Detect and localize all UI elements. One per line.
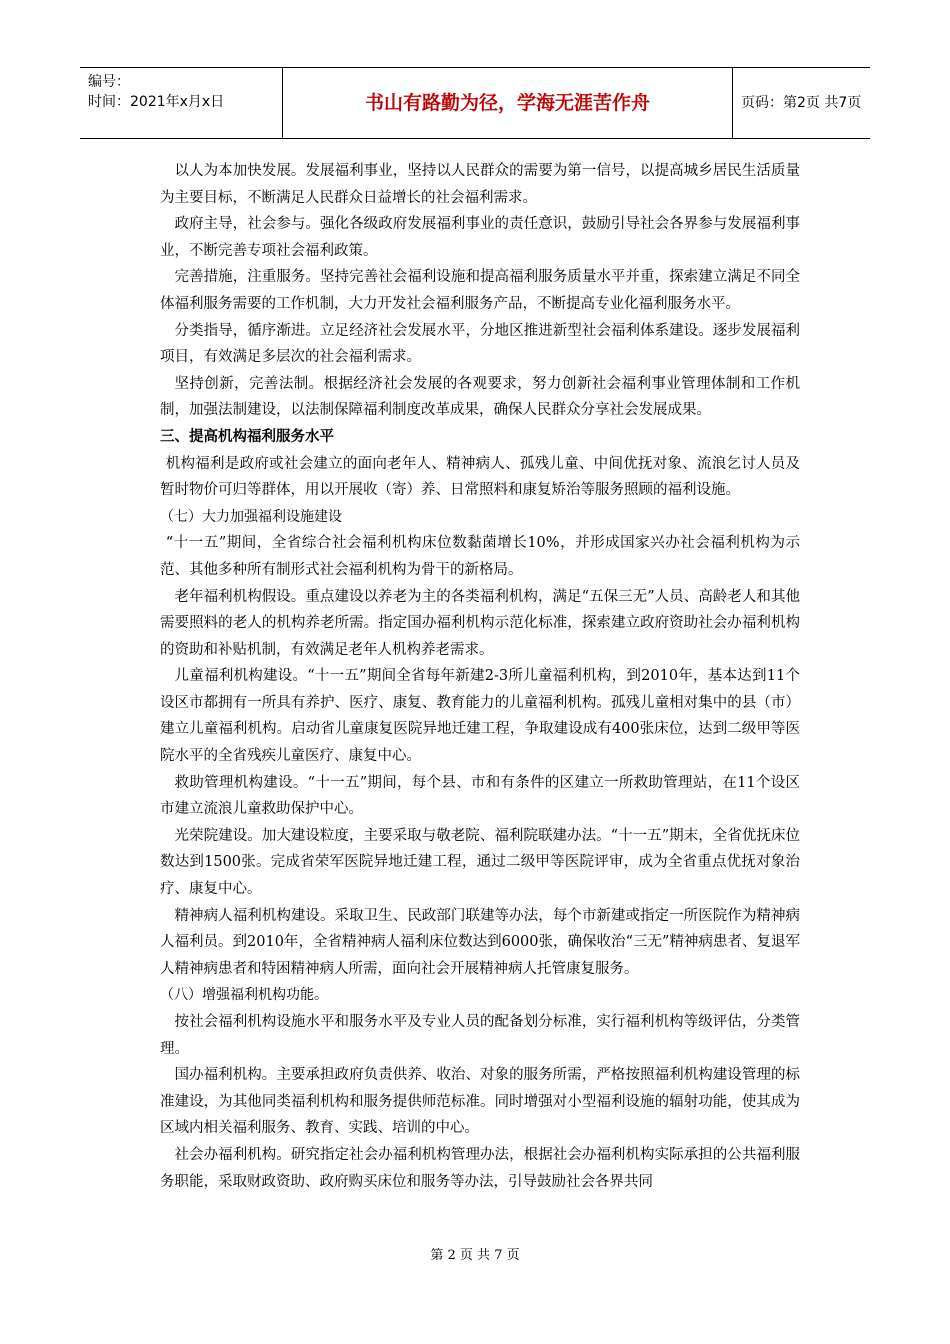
subsection-heading: （七）大力加强福利设施建设 — [160, 508, 342, 525]
body-paragraph: 光荣院建设。加大建设粒度，主要采取与敬老院、福利院联建办法。“十一五”期末，全省优抚床位数达到1500张。完成省荣军医院异地迁建工程，通过二级甲等医院评审，成为全省重点优抚对象治疗、康复中心。 — [160, 827, 800, 898]
subsection-heading: （八）增强福利机构功能。 — [160, 987, 328, 1004]
motto: 书山有路勤为径，学海无涯苦作舟 — [364, 92, 650, 114]
body-paragraph: 社会办福利机构。研究指定社会办福利机构管理办法，根据社会办福利机构实际承担的公共福利服务职能，采取财政资助、政府购买床位和服务等办法，引导鼓励社会各界共同 — [160, 1146, 800, 1190]
body-paragraph: 按社会福利机构设施水平和服务水平及专业人员的配备划分标准，实行福利机构等级评估，分类管理。 — [160, 1014, 800, 1057]
body-paragraph: 机构福利是政府或社会建立的面向老年人、精神病人、孤残儿童、中间优抚对象、流浪乞讨人员及暂时物价可归等群体，用以开展收（寄）养、日常照料和康复矫治等服务照顾的福利设施。 — [160, 455, 800, 499]
body-paragraph: 政府主导，社会参与。强化各级政府发展福利事业的责任意识，鼓励引导社会各界参与发展福利事业，不断完善专项社会福利政策。 — [160, 216, 800, 259]
body-paragraph: 坚持创新，完善法制。根据经济社会发展的各观要求，努力创新社会福利事业管理体制和工作机制，加强法制建设，以法制保障福利制度改革成果，确保人民群众分享社会发展成果。 — [160, 375, 800, 419]
body-paragraph: 儿童福利机构建设。“十一五”期间全省每年新建2-3所儿童福利机构，到2010年，基本达到11个设区市都拥有一所具有养护、医疗、康复、教育能力的儿童福利机构。孤残儿童相对集中的县（市）建立儿童福利机构。启动省儿童康复医院异地迁建工程，争取建设成有400张床位，达到二级甲等医院水平的全省残疾儿童医疗、康复中心。 — [160, 668, 800, 765]
page-footer: 第 2 页 共 7 页 — [430, 1248, 520, 1263]
body-paragraph: 国办福利机构。主要承担政府负责供养、收治、对象的服务所需，严格按照福利机构建设管理的标准建设，为其他同类福利机构和服务提供师范标准。同时增强对小型福利设施的辐射功能，使其成为区域内相关福利服务、教育、实践、培训的中心。 — [160, 1067, 800, 1137]
body-paragraph: 老年福利机构假设。重点建设以养老为主的各类福利机构，满足“五保三无”人员、高龄老人和其他需要照料的老人的机构养老所需。指定国办福利机构示范化标准，探索建立政府资助社会办福利机构的资助和补贴机制，有效满足老年人机构养老需求。 — [160, 588, 800, 658]
body-paragraph: 分类指导，循序渐进。立足经济社会发展水平，分地区推进新型社会福利体系建设。逐步发展福利项目，有效满足多层次的社会福利需求。 — [160, 322, 800, 366]
body-paragraph: “十一五”期间，全省综合社会福利机构床位数黏菌增长10%，并形成国家兴办社会福利机构为示范、其他多种所有制形式社会福利机构为骨干的新格局。 — [160, 535, 800, 578]
page-number-label: 页码：第2页 共7页 — [741, 95, 862, 111]
code-label: 编号： — [88, 74, 130, 90]
body-paragraph: 完善措施，注重服务。坚持完善社会福利设施和提高福利服务质量水平并重，探索建立满足不同全体福利服务需要的工作机制，大力开发社会福利服务产品，不断提高专业化福利服务水平。 — [160, 269, 800, 312]
body-paragraph: 精神病人福利机构建设。采取卫生、民政部门联建等办法，每个市新建或指定一所医院作为精神病人福利员。到2010年，全省精神病人福利床位数达到6000张，确保收治“三无”精神病患者、复退军人精神病患者和特困精神病人所需，面向社会开展精神病人托管康复服务。 — [160, 907, 800, 977]
body-paragraph: 以人为本加快发展。发展福利事业，坚持以人民群众的需要为第一信号，以提高城乡居民生活质量为主要目标，不断满足人民群众日益增长的社会福利需求。 — [160, 163, 800, 206]
header-meta-cell — [80, 68, 283, 138]
header-page-cell — [733, 68, 870, 138]
page-header — [80, 67, 870, 139]
document-body — [160, 158, 800, 1195]
section-heading: 三、提高机构福利服务水平 — [160, 428, 334, 445]
header-motto-cell — [283, 68, 733, 138]
date-label: 时间：2021年x月x日 — [88, 94, 225, 110]
body-paragraph: 救助管理机构建设。“十一五”期间，每个县、市和有条件的区建立一所救助管理站，在11个设区市建立流浪儿童救助保护中心。 — [160, 774, 800, 818]
